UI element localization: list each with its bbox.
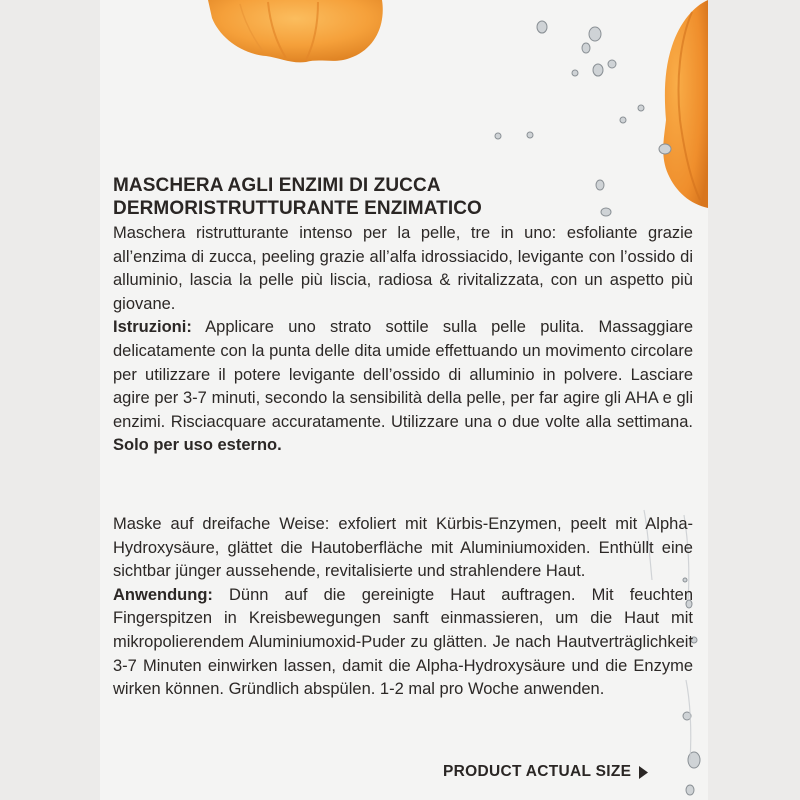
italian-instructions-label: Istruzioni: [113,318,192,337]
german-description [113,513,693,702]
italian-intro-paragraph: Maschera ristrutturante intenso per la pelle, tre in uno: esfoliante grazie all’enzima di zucca, peeling grazie all’alfa idrossiacido, levigante con l’ossido di alluminio, lascia la pelle più liscia, radiosa & rivitalizzata, con un aspetto più giovane. [113,224,693,313]
product-title-line-1: MASCHERA AGLI ENZIMI DI ZUCCA [113,175,441,196]
german-intro-paragraph: Maske auf dreifache Weise: exfoliert mit Kürbis-Enzymen, peelt mit Alpha-Hydroxysäure, glättet die Hautoberfläche mit Aluminiumoxiden. Enthüllt eine sichtbar jünger aussehende, revitalisierte und strahlendere Haut. [113,515,693,581]
product-title [113,174,633,220]
german-usage-paragraph [113,584,693,702]
product-actual-size-link[interactable] [443,763,648,781]
german-usage-label: Anwendung: [113,585,213,604]
italian-instructions-text: Applicare uno strato sottile sulla pelle pulita. Massaggiare delicatamente con la punta delle dita umide effettuando un movimento circolare per utilizzare il potere levigante dell’ossido di alluminio in polvere. Lasciare agire per 3-7 minuti, secondo la sensibilità della pelle, per far agire gli AHA e gli enzimi. Risciacquare accuratamente. Utilizzare una o due volte alla settimana. [113,318,693,431]
product-actual-size-label[interactable]: PRODUCT ACTUAL SIZE [443,763,632,780]
pumpkin-top-image [208,0,383,62]
product-title-line-2: DERMORISTRUTTURANTE ENZIMATICO [113,198,482,219]
italian-description [113,222,693,458]
italian-external-use-note: Solo per uso esterno. [113,436,282,455]
italian-instructions-paragraph [113,316,693,458]
pumpkin-right-image [663,0,708,208]
arrow-right-icon[interactable] [638,766,648,779]
german-usage-text: Dünn auf die gereinigte Haut auftragen. Mit feuchten Fingerspitzen in Kreisbewegungen sanft einmassieren, um die Haut mit mikropolierendem Aluminiumoxid-Puder zu glätten. Je nach Hautverträglichkeit 3-7 Minuten einwirken lassen, damit die Alpha-Hydroxysäure und die Enzyme wirken können. Gründlich abspülen. 1-2 mal pro Woche anwenden. [113,585,693,699]
